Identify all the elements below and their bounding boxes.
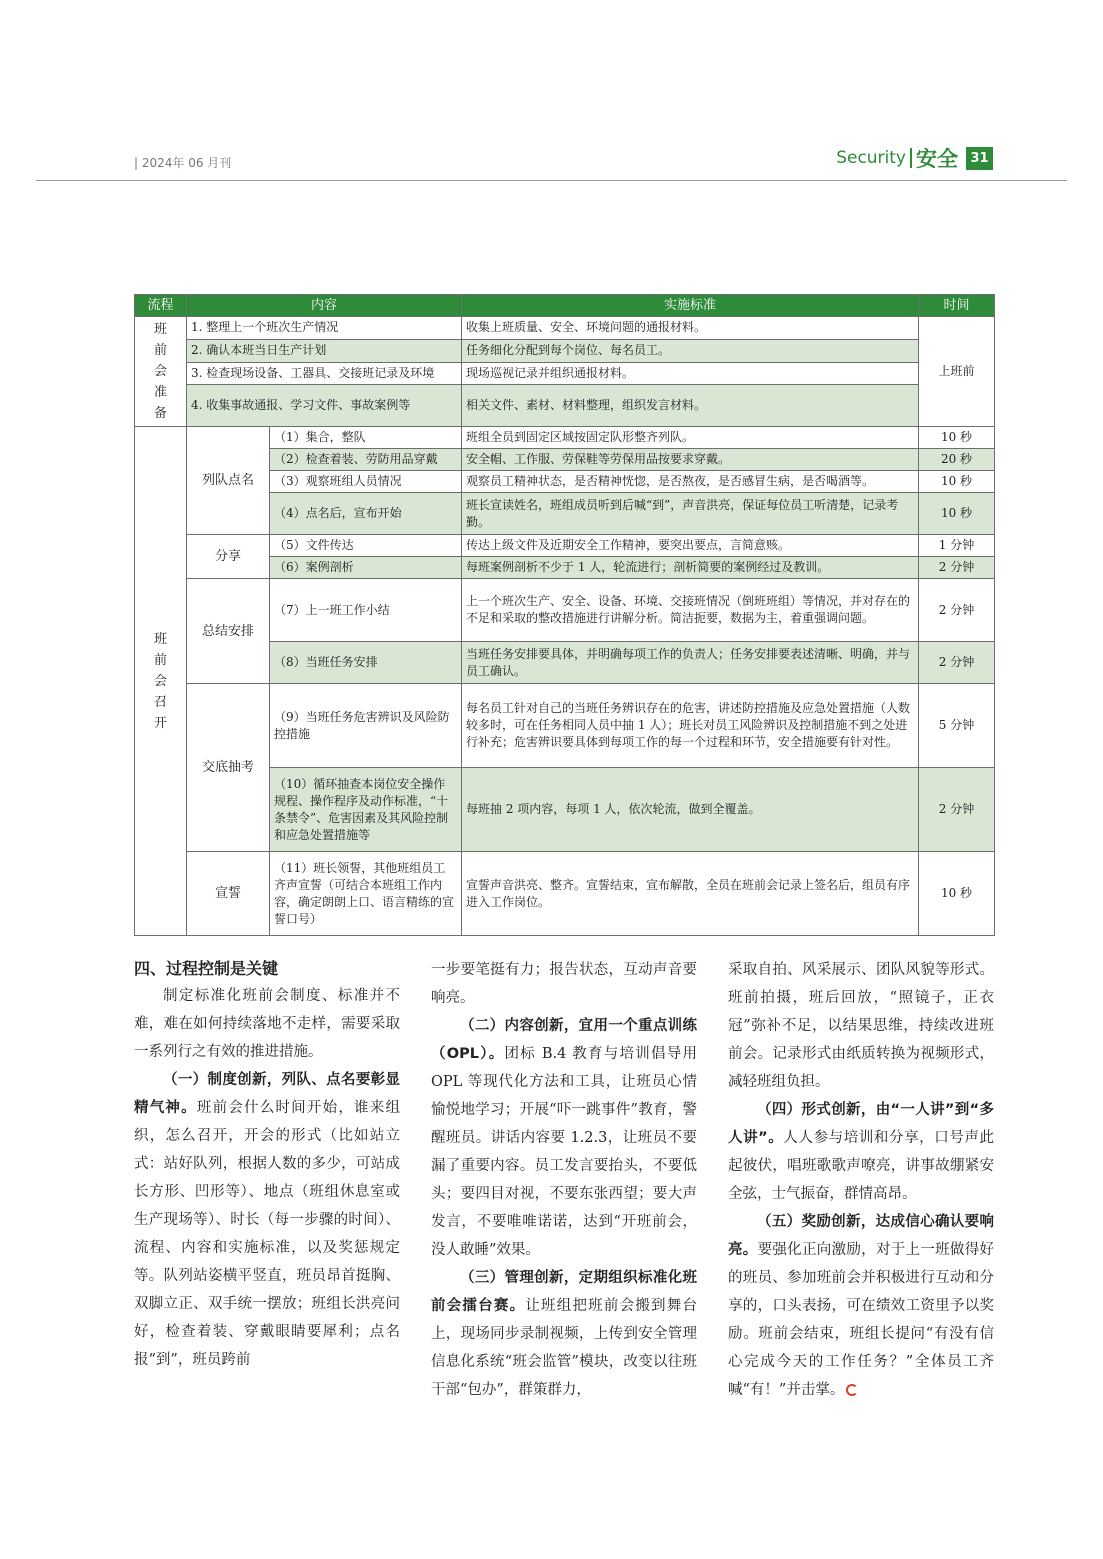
header-time: 时间 [919,295,995,317]
stage-label-meeting [135,427,187,936]
group-name: 列队点名 [187,427,270,535]
standard-cell: 安全帽、工作服、劳保鞋等劳保用品按要求穿戴。 [462,449,919,471]
standard-cell: 传达上级文件及近期安全工作精神，要突出要点，言简意赅。 [462,535,919,557]
section-title: 四、过程控制是关键 [134,959,279,978]
header-standard: 实施标准 [462,295,919,317]
paragraph: 一步要笔挺有力；报告状态，互动声音要响亮。 [431,962,697,1006]
prep-content: 1. 整理上一个班次生产情况 [187,317,462,340]
table-row [135,362,995,385]
brand-en: Security [836,148,906,168]
header-content: 内容 [187,295,462,317]
paragraph-text: 班前会什么时间开始，谁来组织，怎么召开，开会的形式（比如站立式：站好队列，根据人数的多少，可站成长方形、凹形等）、地点（班组休息室或生产现场等）、时长（每一步骤的时间）、流程、内容和实施标准，以及奖惩规定等。队列站姿横平竖直，班员昂首挺胸、双脚立正、双手统一摆放；班组长洪亮问好，检查着装、穿戴眼睛要犀利；点名报“到”，班员跨前 [134,1100,400,1368]
prep-content: 2. 确认本班当日生产计划 [187,339,462,362]
paragraph-heading: （二）内容创新，宜用一个重点训练（OPL）。 [431,1018,697,1062]
brand-cn: 安全 [916,147,958,171]
item-cell: （5）文件传达 [270,535,462,557]
stage-label-text: 班前会准备 [153,322,167,421]
item-cell: （8）当班任务安排 [270,642,462,684]
standard-cell: 宣誓声音洪亮、整齐。宣誓结束，宣布解散，全员在班前会记录上签名后，组员有序进入工作岗位。 [462,852,919,936]
prep-content: 3. 检查现场设备、工器具、交接班记录及环境 [187,362,462,385]
time-cell: 2 分钟 [919,768,995,852]
prep-standard: 相关文件、素材、材料整理，组织发言材料。 [462,385,919,427]
table-row [135,535,995,557]
brand-divider [910,148,912,168]
group-name: 分享 [187,535,270,579]
column-3 [728,956,994,1406]
standard-cell: 每班抽 2 项内容，每项 1 人，依次轮流，做到全覆盖。 [462,768,919,852]
paragraph: 采取自拍、风采展示、团队风貌等形式。班前拍摄，班后回放，“照镜子，正衣冠”弥补不足，以结果思维，持续改进班前会。记录形式由纸质转换为视频形式，减轻班组负担。 [728,962,994,1090]
prep-standard: 任务细化分配到每个岗位、每名员工。 [462,339,919,362]
paragraph [431,1012,697,1264]
standard-cell: 每名员工针对自己的当班任务辨识存在的危害，讲述防控措施及应急处置措施（人数较多时，可在任务相同人员中抽 1 人）；班长对员工风险辨识及控制措施不到之处进行补充；危害辨识要具体到每项工作的每一个过程和环节，安全措施要有针对性。 [462,684,919,768]
item-cell: （9）当班任务危害辨识及风险防控措施 [270,684,462,768]
time-cell: 2 分钟 [919,557,995,579]
time-cell: 5 分钟 [919,684,995,768]
prep-content: 4. 收集事故通报、学习文件、事故案例等 [187,385,462,427]
paragraph-heading: （四）形式创新，由“一人讲”到“多人讲”。 [728,1102,994,1146]
issue-label: | 2024年 06 月刊 [134,156,232,170]
time-cell: 10 秒 [919,427,995,449]
table-row [135,684,995,768]
column-2 [431,956,697,1406]
paragraph-text: 让班组把班前会搬到舞台上，现场同步录制视频，上传到安全管理信息化系统“班会监管”模块，改变以往班干部“包办”，群策群力， [431,1298,697,1398]
paragraph-heading: （一）制度创新，列队、点名要彰显精气神。 [134,1072,400,1116]
standard-cell: 每班案例剖析不少于 1 人，轮流进行；剖析简要的案例经过及教训。 [462,557,919,579]
standard-cell: 班组全员到固定区域按固定队形整齐列队。 [462,427,919,449]
item-cell: （2）检查着装、劳防用品穿戴 [270,449,462,471]
column-1 [134,956,400,1406]
paragraph-text: 团标 B.4 教育与培训倡导用 OPL 等现代化方法和工具，让班员心情愉悦地学习；开展“吓一跳事件”教育，警醒班员。讲话内容要 1.2.3，让班员不要漏了重要内容。员工发言要抬头，不要低头；要四目对视，不要东张西望；要大声发言，不要唯唯诺诺，达到“开班前会，没人敢睡”效果。 [431,1046,697,1258]
time-cell: 10 秒 [919,471,995,493]
end-mark-icon [846,1384,858,1396]
paragraph: 制定标准化班前会制度、标准并不难，难在如何持续落地不走样，需要采取一系列行之有效的推进措施。 [134,988,400,1060]
stage-label-text: 班前会召开 [153,631,167,731]
item-cell: （7）上一班工作小结 [270,579,462,642]
table-row [135,385,995,427]
paragraph-heading: （三）管理创新，定期组织标准化班前会擂台赛。 [431,1270,697,1314]
header-divider [36,180,1067,181]
table-row [135,852,995,936]
item-cell: （3）观察班组人员情况 [270,471,462,493]
group-name: 总结安排 [187,579,270,684]
item-cell: （11）班长领誓，其他班组员工齐声宣誓（可结合本班组工作内容，确定朗朗上口、语言精练的宣誓口号） [270,852,462,936]
time-cell: 10 秒 [919,852,995,936]
table-row [135,579,995,642]
item-cell: （10）循环抽查本岗位安全操作规程、操作程序及动作标准，“十条禁令”、危害因素及其风险控制和应急处置措施等 [270,768,462,852]
standard-cell: 当班任务安排要具体，并明确每项工作的负责人；任务安排要表述清晰、明确，并与员工确认。 [462,642,919,684]
prep-standard: 现场巡视记录并组织通报材料。 [462,362,919,385]
paragraph [728,1208,994,1404]
item-cell: （1）集合，整队 [270,427,462,449]
article-columns [134,956,994,1406]
standard-cell: 观察员工精神状态，是否精神恍惚，是否熬夜，是否感冒生病，是否喝酒等。 [462,471,919,493]
paragraph [728,1096,994,1208]
stage-label-prep [135,317,187,427]
page-number: 31 [966,147,993,170]
time-cell: 1 分钟 [919,535,995,557]
time-cell: 2 分钟 [919,579,995,642]
item-cell: （6）案例剖析 [270,557,462,579]
procedure-table [134,294,995,936]
item-cell: （4）点名后，宣布开始 [270,493,462,535]
header-process: 流程 [135,295,187,317]
table-row [135,427,995,449]
standard-cell: 上一个班次生产、安全、设备、环境、交接班情况（倒班班组）等情况，并对存在的不足和采取的整改措施进行讲解分析。简洁扼要，数据为主，着重强调问题。 [462,579,919,642]
group-name: 交底抽考 [187,684,270,852]
table-row [135,317,995,340]
time-cell: 10 秒 [919,493,995,535]
paragraph-heading: （五）奖励创新，达成信心确认要响亮。 [728,1214,994,1258]
paragraph-text: 人人参与培训和分享，口号声此起彼伏，唱班歌歌声嘹亮，讲事故绷紧安全弦，士气振奋，群情高昂。 [728,1130,995,1202]
standard-cell: 班长宣读姓名，班组成员听到后喊“到”，声音洪亮，保证每位员工听清楚，记录考勤。 [462,493,919,535]
paragraph-text: 要强化正向激励，对于上一班做得好的班员、参加班前会并积极进行互动和分享的，口头表扬，可在绩效工资里予以奖励。班前会结束，班组长提问“有没有信心完成今天的工作任务？”全体员工齐喊“有！”并击掌。 [728,1242,995,1398]
prep-time: 上班前 [919,317,995,427]
table-header-row [135,295,995,317]
prep-standard: 收集上班质量、安全、环境问题的通报材料。 [462,317,919,340]
group-name: 宣誓 [187,852,270,936]
brand-block [836,146,993,170]
table-row [135,339,995,362]
time-cell: 2 分钟 [919,642,995,684]
time-cell: 20 秒 [919,449,995,471]
paragraph [134,1066,400,1374]
paragraph [431,1264,697,1404]
